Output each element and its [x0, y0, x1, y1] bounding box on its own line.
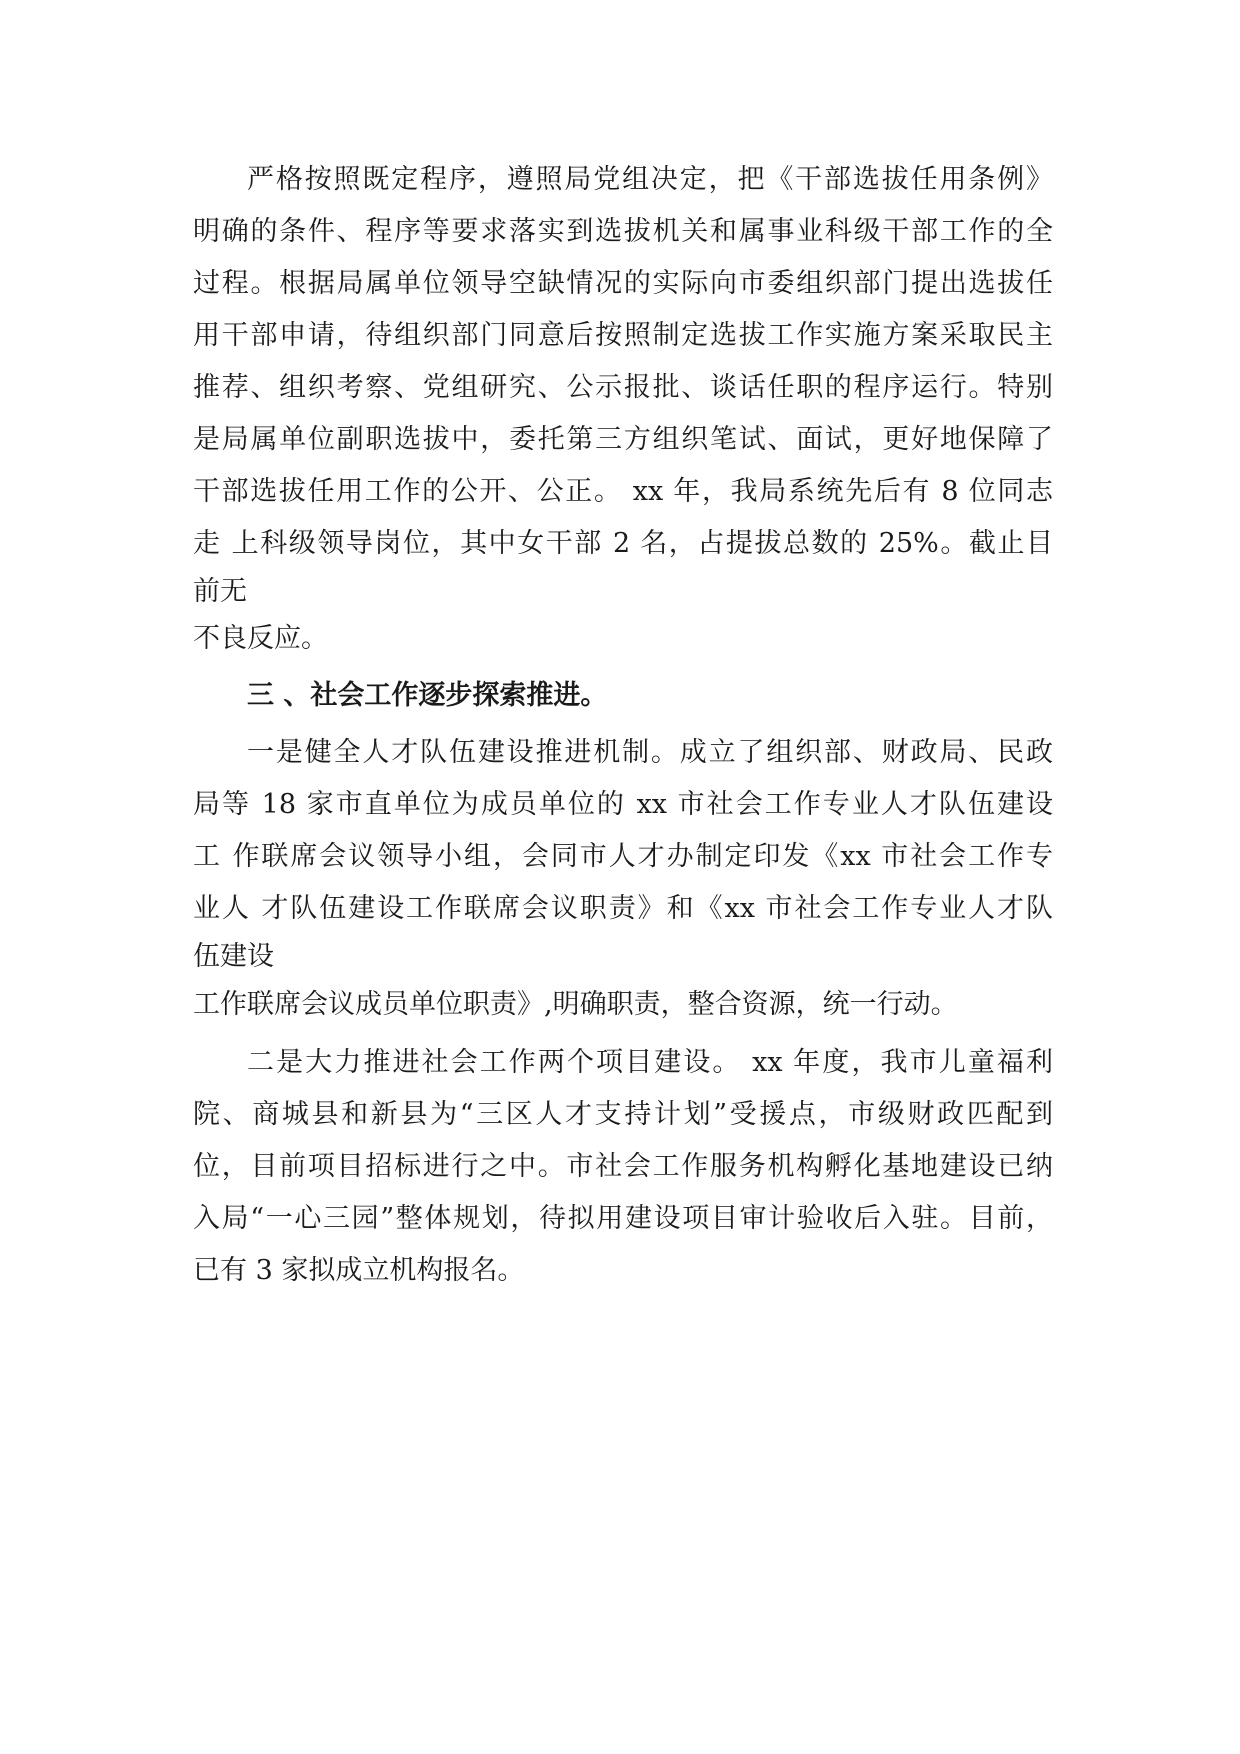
paragraph-1-line-7: 干部选拔任用工作的公开、公正。 xx 年，我局系统先后有 8 位同志 — [193, 476, 1053, 507]
paragraph-3-line-5: 已有 3 家拟成立机构报名。 — [193, 1255, 525, 1286]
paragraph-1-line-1: 严格按照既定程序，遵照局党组决定，把《干部选拔任用条例》 — [247, 164, 1053, 195]
paragraph-2-line-5: 伍建设 — [193, 941, 274, 972]
paragraph-1-line-2: 明确的条件、程序等要求落实到选拔机关和属事业科级干部工作的全 — [193, 216, 1053, 247]
section-heading: 三 、社会工作逐步探索推进。 — [247, 680, 608, 711]
paragraph-2-line-6: 工作联席会议成员单位职责》,明确职责，整合资源，统一行动。 — [193, 989, 958, 1020]
paragraph-3-line-3: 位，目前项目招标进行之中。市社会工作服务机构孵化基地建设已纳 — [193, 1151, 1053, 1182]
paragraph-1-line-4: 用干部申请，待组织部门同意后按照制定选拔工作实施方案采取民主 — [193, 320, 1053, 351]
paragraph-3-line-2: 院、商城县和新县为“三区人才支持计划”受援点，市级财政匹配到 — [193, 1099, 1053, 1130]
paragraph-1-line-3: 过程。根据局属单位领导空缺情况的实际向市委组织部门提出选拔任 — [193, 268, 1053, 299]
paragraph-3-line-1: 二是大力推进社会工作两个项目建设。 xx 年度，我市儿童福利 — [247, 1047, 1053, 1078]
paragraph-1-line-5: 推荐、组织考察、党组研究、公示报批、谈话任职的程序运行。特别 — [193, 372, 1053, 403]
paragraph-2-line-4: 业人 才队伍建设工作联席会议职责》和《xx 市社会工作专业人才队 — [193, 893, 1053, 924]
paragraph-3-line-4: 入局“一心三园”整体规划，待拟用建设项目审计验收后入驻。目前， — [193, 1203, 1053, 1234]
paragraph-1-line-8: 走 上科级领导岗位，其中女干部 2 名，占提拔总数的 25%。截止目 — [193, 528, 1053, 559]
paragraph-1-line-6: 是局属单位副职选拔中，委托第三方组织笔试、面试，更好地保障了 — [193, 424, 1053, 455]
paragraph-1-line-10: 不良反应。 — [193, 623, 328, 654]
paragraph-1-line-9: 前无 — [193, 576, 247, 607]
paragraph-2-line-3: 工 作联席会议领导小组，会同市人才办制定印发《xx 市社会工作专 — [193, 841, 1053, 872]
paragraph-2-line-1: 一是健全人才队伍建设推进机制。成立了组织部、财政局、民政 — [247, 737, 1053, 768]
paragraph-2-line-2: 局等 18 家市直单位为成员单位的 xx 市社会工作专业人才队伍建设 — [193, 789, 1053, 820]
